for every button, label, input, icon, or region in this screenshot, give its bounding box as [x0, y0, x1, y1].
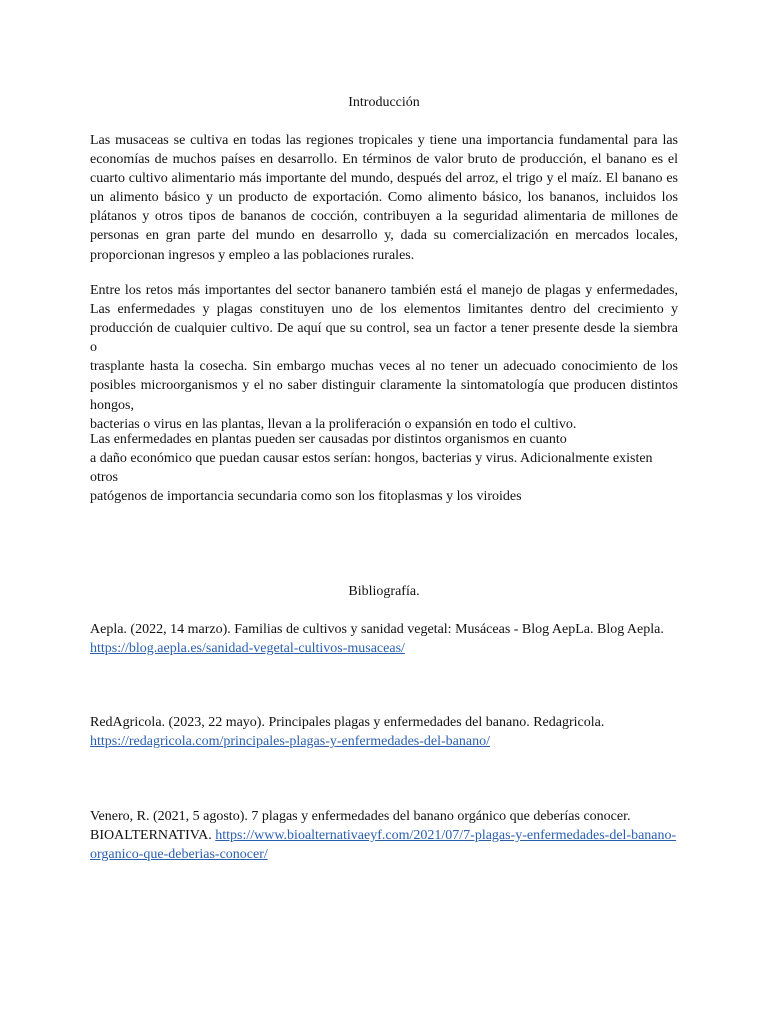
reference-entry-1: [90, 620, 690, 658]
reference-link-continued[interactable]: organico-que-deberias-conocer/: [90, 847, 268, 862]
paragraph-line: un alimento básico y un producto de exportación. Como alimento básico, los bananos, incluidos los: [90, 190, 678, 206]
reference-entry-2: [90, 713, 690, 751]
paragraph-line: cuarto cultivo alimentario más importante del mundo, después del arroz, el trigo y el maíz. El banano es: [90, 171, 678, 187]
reference-text-continued: [90, 826, 690, 845]
paragraph-line: plátanos y otros tipos de bananos de cocción, contribuyen a la seguridad alimentaria de millones de: [90, 209, 678, 225]
paragraph-line: bacterias o virus en las plantas, llevan a la proliferación o expansión en todo el cultivo.: [90, 416, 577, 432]
intro-paragraph-1: [90, 131, 678, 265]
reference-text: Aepla. (2022, 14 marzo). Familias de cultivos y sanidad vegetal: Musáceas - Blog AepLa. Blog Aepla.: [90, 622, 664, 637]
reference-entry-3: [90, 807, 690, 864]
reference-link[interactable]: https://blog.aepla.es/sanidad-vegetal-cultivos-musaceas/: [90, 641, 405, 656]
paragraph-line: a daño económico que puedan causar estos serían: hongos, bacterias y virus. Adicionalmente existen otros: [90, 451, 653, 486]
bibliography-heading: Bibliografía.: [348, 584, 420, 599]
paragraph-line: economías de muchos países en desarrollo. En términos de valor bruto de producción, el banano es el: [90, 152, 678, 168]
reference-text: Venero, R. (2021, 5 agosto). 7 plagas y enfermedades del banano orgánico que deberías conocer.: [90, 809, 631, 824]
paragraph-line: Entre los retos más importantes del sector bananero también está el manejo de plagas y enfermedades,: [90, 283, 678, 298]
reference-link[interactable]: https://redagricola.com/principales-plagas-y-enfermedades-del-banano/: [90, 734, 490, 749]
paragraph-line: patógenos de importancia secundaria como son los fitoplasmas y los viroides: [90, 489, 522, 505]
reference-text: RedAgricola. (2023, 22 mayo). Principales plagas y enfermedades del banano. Redagricola.: [90, 715, 605, 730]
paragraph-line: posibles microorganismos y el no saber distinguir claramente la sintomatología que producen distintos: [90, 378, 678, 394]
paragraph-line: proporcionan ingresos y empleo a las poblaciones rurales.: [90, 247, 415, 263]
intro-paragraph-2: [90, 281, 678, 434]
paragraph-line: Las enfermedades y plagas constituyen uno de los elementos limitantes dentro del crecimiento y: [90, 302, 678, 318]
paragraph-line: Las enfermedades en plantas pueden ser causadas por distintos organismos en cuanto: [90, 432, 567, 447]
reference-publisher: BIOALTERNATIVA.: [90, 828, 212, 843]
reference-link[interactable]: https://www.bioalternativaeyf.com/2021/07/7-plagas-y-enfermedades-del-banano-: [215, 828, 677, 843]
paragraph-line: producción de cualquier cultivo. De aquí que su control, sea un factor a tener presente desde la siembra o: [90, 321, 678, 356]
paragraph-line: trasplante hasta la cosecha. Sin embargo muchas veces al no tener un adecuado conocimiento de los: [90, 359, 678, 375]
paragraph-line: hongos,: [90, 397, 134, 413]
paragraph-line: Las musaceas se cultiva en todas las regiones tropicales y tiene una importancia fundamental para las: [90, 133, 678, 148]
paragraph-line: personas en gran parte del mundo en desarrollo y, dada su comercialización en mercados locales,: [90, 228, 678, 244]
intro-paragraph-3: [90, 430, 678, 506]
intro-heading: Introducción: [348, 95, 420, 110]
